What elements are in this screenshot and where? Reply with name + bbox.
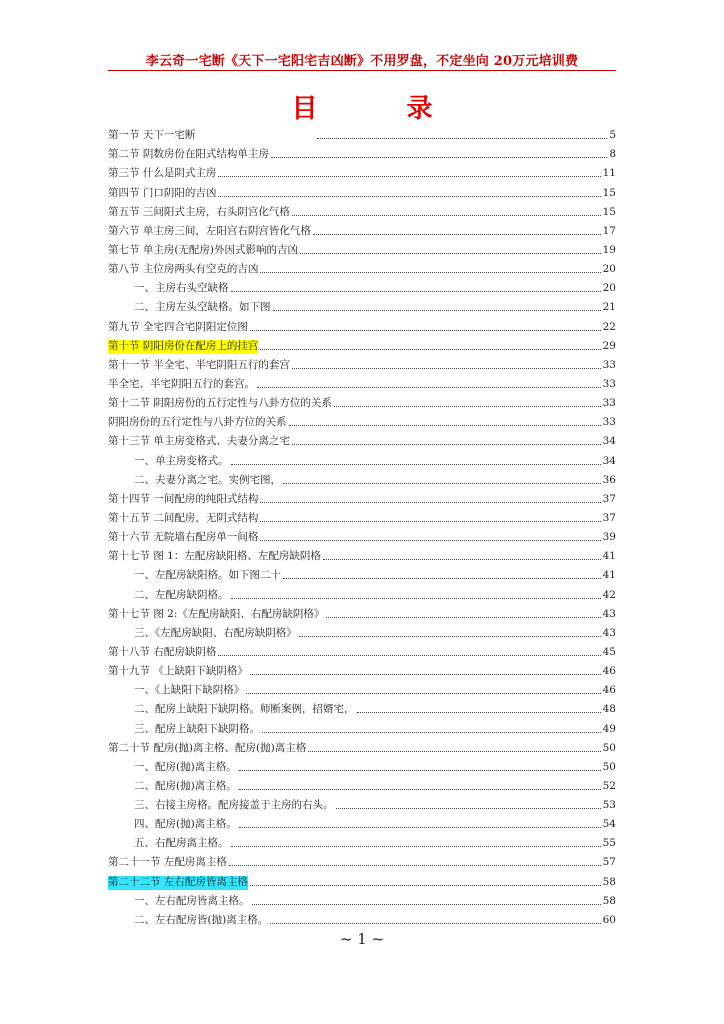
leader-dots	[250, 885, 601, 886]
toc-entry-page: 60	[602, 913, 616, 926]
leader-dots	[262, 732, 601, 733]
toc-entry[interactable]	[108, 220, 616, 239]
leader-dots	[283, 578, 601, 579]
toc-entry[interactable]	[108, 545, 616, 564]
toc-subentry[interactable]	[108, 794, 616, 813]
leader-dots	[271, 157, 607, 158]
leader-dots	[292, 215, 601, 216]
leader-dots	[239, 789, 601, 790]
toc-entry[interactable]	[108, 315, 616, 334]
toc-entry-label: 第一节 天下一宅断	[108, 129, 196, 142]
toc-entry[interactable]	[108, 239, 616, 258]
toc-entry-label: 第十四节 一间配房的纯阳式结构	[108, 492, 259, 505]
toc-entry-page: 37	[602, 511, 616, 524]
toc-subentry[interactable]	[108, 890, 616, 909]
toc-entry-page: 36	[602, 473, 616, 486]
toc-entry[interactable]	[108, 430, 616, 449]
toc-entry-label: 第十七节 图 1：左配房缺阳格、左配房缺阴格	[108, 550, 321, 563]
toc-entry-page: 39	[602, 531, 616, 544]
toc-entry-highlighted[interactable]	[108, 870, 616, 889]
toc-entry-label: 一、左右配房皆离主格。	[134, 894, 250, 907]
toc-entry-page: 48	[602, 703, 616, 716]
leader-dots	[239, 770, 601, 771]
leader-dots	[270, 923, 600, 924]
toc-entry-label: 第十七节 图 2:《左配房缺阳、右配房缺阴格》	[108, 607, 325, 620]
toc-entry[interactable]	[108, 143, 616, 162]
leader-dots	[313, 234, 601, 235]
toc-entry-page: 52	[602, 779, 616, 792]
table-of-contents	[108, 124, 616, 928]
toc-entry-page: 5	[609, 129, 616, 142]
toc-entry[interactable]	[108, 851, 616, 870]
toc-entry-page: 11	[602, 167, 616, 180]
toc-entry-label: 三、《左配房缺阳、右配房缺阴格》	[134, 626, 297, 639]
toc-entry-page: 15	[602, 186, 616, 199]
toc-entry-page: 19	[602, 243, 616, 256]
toc-entry-page: 33	[602, 416, 616, 429]
toc-entry-page: 46	[602, 684, 616, 697]
toc-entry-page: 57	[602, 856, 616, 869]
toc-entry-page: 53	[602, 799, 616, 812]
toc-entry-label: 第二十节 配房(抛)离主格、配房(抛)离主格	[108, 741, 307, 754]
toc-entry-label: 三、右接主房格。配房接盖于主房的右头。	[134, 799, 334, 812]
toc-entry-label: 第二节 阴数房份在阳式结构单主房	[108, 148, 269, 161]
toc-entry-page: 50	[602, 741, 616, 754]
toc-entry-label: 第十一节 半全宅、半宅阴阳五行的套宫	[108, 358, 290, 371]
leader-dots	[250, 674, 601, 675]
leader-dots	[260, 521, 600, 522]
toc-entry-label: 一、配房(抛)离主格。	[134, 760, 237, 773]
toc-entry-label: 第十三节 单主房变格式、夫妻分离之宅	[108, 435, 290, 448]
leader-dots	[334, 406, 601, 407]
leader-dots	[323, 559, 601, 560]
leader-dots	[250, 330, 601, 331]
leader-dots	[300, 253, 601, 254]
toc-entry-label: 第二十一节 左配房离主格	[108, 856, 227, 869]
toc-entry[interactable]	[108, 488, 616, 507]
leader-dots	[336, 808, 601, 809]
toc-entry-page: 17	[602, 224, 616, 237]
toc-entry-page: 33	[602, 377, 616, 390]
toc-subentry[interactable]	[108, 698, 616, 717]
toc-entry-page: 8	[609, 148, 616, 161]
toc-entry[interactable]	[108, 201, 616, 220]
toc-entry-page: 37	[602, 492, 616, 505]
toc-subentry[interactable]	[108, 717, 616, 736]
leader-dots	[357, 712, 601, 713]
toc-entry[interactable]	[108, 507, 616, 526]
leader-dots	[260, 540, 600, 541]
leader-dots	[252, 904, 601, 905]
toc-entry-page: 43	[602, 607, 616, 620]
toc-entry-label: 一、左配房缺阳格。如下图二十	[134, 569, 281, 582]
toc-entry-page: 45	[602, 645, 616, 658]
leader-dots	[260, 502, 600, 503]
leader-dots	[308, 751, 600, 752]
leader-dots	[231, 598, 601, 599]
toc-entry-page: 34	[602, 454, 616, 467]
toc-entry-label: 第十八节 右配房缺阴格	[108, 645, 217, 658]
toc-subentry[interactable]	[108, 277, 616, 296]
toc-entry-label: 第六节 单主房三间，左阳宫右阴宫皆化气格	[108, 224, 311, 237]
toc-entry-page: 21	[602, 301, 616, 314]
toc-entry-label: 第十节 阴阳房份在配房上的挂宫	[108, 339, 259, 352]
toc-entry[interactable]	[108, 354, 616, 373]
toc-subentry[interactable]	[108, 756, 616, 775]
leader-dots	[283, 483, 601, 484]
toc-entry[interactable]	[108, 411, 616, 430]
toc-entry-page: 33	[602, 358, 616, 371]
leader-dots	[292, 368, 601, 369]
toc-entry[interactable]	[108, 641, 616, 660]
toc-entry-label: 二、夫妻分离之宅。实例宅图，	[134, 473, 281, 486]
page-number: ~ 1 ~	[339, 930, 385, 948]
toc-entry-page: 58	[602, 894, 616, 907]
toc-subentry[interactable]	[108, 813, 616, 832]
toc-subentry[interactable]	[108, 775, 616, 794]
toc-entry-page: 20	[602, 282, 616, 295]
leader-dots	[229, 865, 601, 866]
toc-entry-page: 49	[602, 722, 616, 735]
toc-entry-label: 第十二节 阴阳房份的五行定性与八卦方位的关系	[108, 397, 332, 410]
toc-entry[interactable]	[108, 124, 616, 143]
toc-entry-label: 第十五节 二间配房，无阴式结构	[108, 511, 259, 524]
toc-entry-label: 第四节 门口阴阳的吉凶	[108, 186, 217, 199]
leader-dots	[317, 138, 607, 139]
toc-entry-page: 54	[602, 818, 616, 831]
toc-entry-label: 第三节 什么是阴式主房	[108, 167, 217, 180]
toc-subentry[interactable]	[108, 679, 616, 698]
leader-dots	[246, 693, 600, 694]
leader-dots	[218, 176, 600, 177]
toc-entry-label: 阴阳房份的五行定性与八卦方位的关系	[108, 416, 287, 429]
toc-entry-page: 55	[602, 837, 616, 850]
toc-entry-page: 46	[602, 665, 616, 678]
toc-entry-page: 34	[602, 435, 616, 448]
toc-entry[interactable]	[108, 737, 616, 756]
toc-entry[interactable]	[108, 392, 616, 411]
toc-subentry[interactable]	[108, 469, 616, 488]
toc-entry-label: 第十六节 无院墙右配房单一间格	[108, 531, 259, 544]
toc-entry[interactable]	[108, 660, 616, 679]
toc-entry-page: 41	[602, 569, 616, 582]
toc-entry-page: 33	[602, 397, 616, 410]
leader-dots	[273, 310, 601, 311]
toc-entry-label: 第九节 全宅四合宅阴阳定位图	[108, 320, 248, 333]
toc-entry-page: 42	[602, 588, 616, 601]
toc-subentry[interactable]	[108, 583, 616, 602]
toc-entry[interactable]	[108, 162, 616, 181]
toc-entry-label: 四、配房(抛)离主格。	[134, 818, 237, 831]
toc-entry-label: 五、右配房离主格。	[134, 837, 229, 850]
toc-entry[interactable]	[108, 373, 616, 392]
toc-entry[interactable]	[108, 603, 616, 622]
leader-dots	[218, 196, 600, 197]
leader-dots	[231, 846, 601, 847]
toc-subentry[interactable]	[108, 909, 616, 928]
toc-entry-page: 22	[602, 320, 616, 333]
toc-entry-label: 一、《上缺阳下缺阴格》	[134, 684, 245, 697]
toc-entry-label: 第五节 三间阳式主房，右头阴宫化气格	[108, 205, 290, 218]
toc-subentry[interactable]	[108, 296, 616, 315]
toc-entry-label: 半全宅、半宅阴阳五行的套宫。	[108, 377, 255, 390]
leader-dots	[231, 464, 601, 465]
page-title: 目 录	[291, 94, 473, 124]
toc-entry[interactable]	[108, 181, 616, 200]
toc-entry-page: 43	[602, 626, 616, 639]
leader-dots	[260, 272, 600, 273]
toc-entry-label: 第七节 单主房(无配房)外因式影响的吉凶	[108, 243, 299, 256]
leader-dots	[326, 617, 600, 618]
toc-entry-label: 第二十二节 左右配房皆离主格	[108, 875, 248, 888]
toc-entry-label: 三、配房上缺阳下缺阴格。	[134, 722, 260, 735]
toc-entry[interactable]	[108, 526, 616, 545]
toc-entry[interactable]	[108, 258, 616, 277]
leader-dots	[292, 444, 601, 445]
toc-entry-label: 第十九节 《上缺阳下缺阴格》	[108, 665, 248, 678]
toc-entry-highlighted[interactable]	[108, 335, 616, 354]
toc-entry-label: 第八节 主位房两头有空克的吉凶	[108, 263, 259, 276]
toc-subentry[interactable]	[108, 449, 616, 468]
leader-dots	[218, 655, 600, 656]
leader-dots	[257, 387, 601, 388]
toc-entry-page: 41	[602, 550, 616, 563]
toc-entry-label: 二、主房左头空缺格。如下图	[134, 301, 271, 314]
toc-entry-label: 一、单主房变格式。	[134, 454, 229, 467]
toc-entry-label: 二、配房(抛)离主格。	[134, 779, 237, 792]
leader-dots	[299, 636, 601, 637]
toc-entry-page: 58	[602, 875, 616, 888]
leader-dots	[260, 349, 600, 350]
leader-dots	[231, 291, 601, 292]
toc-entry-page: 29	[602, 339, 616, 352]
toc-entry-label: 二、配房上缺阳下缺阴格。师断案例，招婿宅，	[134, 703, 355, 716]
leader-dots	[239, 827, 601, 828]
leader-dots	[289, 425, 601, 426]
header-divider	[108, 70, 616, 71]
toc-subentry[interactable]	[108, 564, 616, 583]
toc-entry-page: 50	[602, 760, 616, 773]
toc-entry-label: 一、主房右头空缺格	[134, 282, 229, 295]
toc-entry-label: 二、左配房缺阴格。	[134, 588, 229, 601]
toc-entry-page: 20	[602, 263, 616, 276]
toc-subentry[interactable]	[108, 622, 616, 641]
toc-entry-label: 二、左右配房皆(抛)离主格。	[134, 913, 269, 926]
toc-subentry[interactable]	[108, 832, 616, 851]
document-header: 李云奇一宅断《天下一宅阳宅吉凶断》不用罗盘，不定坐向 20万元培训费	[145, 54, 579, 69]
toc-entry-page: 15	[602, 205, 616, 218]
